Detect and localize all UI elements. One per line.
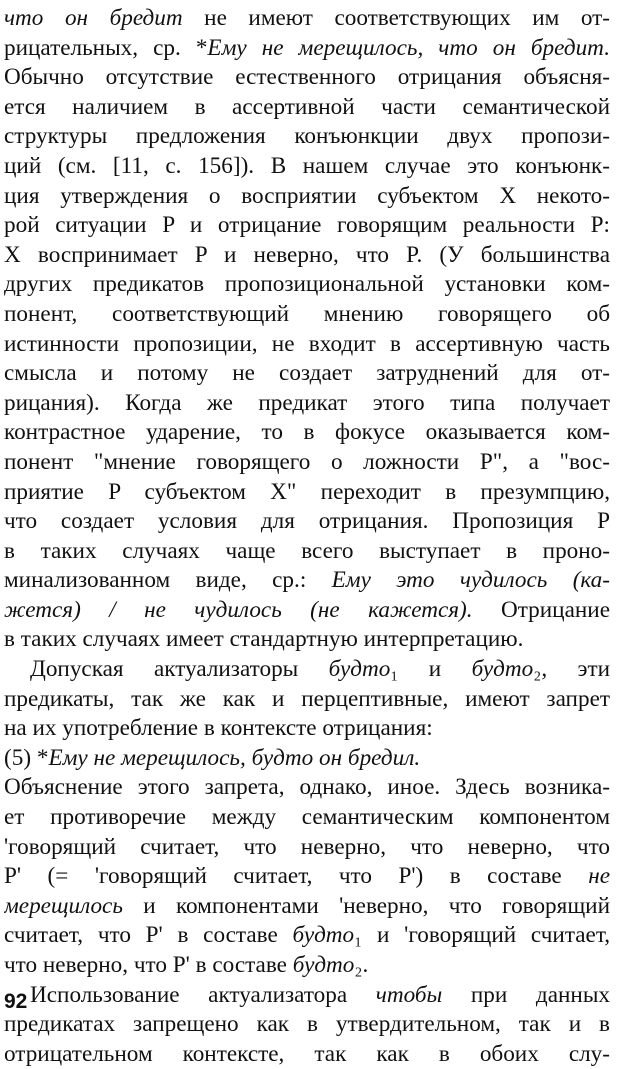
text-fragment: минализованном виде, ср.: (4, 567, 332, 594)
italic-fragment: будто (328, 656, 391, 683)
text-line (4, 389, 610, 419)
text-fragment: ция утверждения о восприятии субъектом X некото- (4, 182, 610, 209)
text-fragment: Отрицание (472, 596, 610, 623)
text-fragment: что неверно, что P' в составе (4, 952, 293, 978)
text-line (4, 418, 610, 448)
text-fragment: предикатах запрещено как в утвердительном, так и в (4, 1011, 610, 1038)
text-line (4, 122, 610, 152)
italic-fragment: что он бредит (4, 5, 183, 31)
text-line (4, 773, 610, 803)
text-line (4, 448, 610, 478)
text-line (4, 211, 610, 241)
text-line (4, 744, 610, 774)
text-fragment: других предикатов пропозициональной установки ком- (4, 271, 610, 298)
text-line (4, 4, 610, 34)
text-line (4, 981, 610, 1011)
text-line (4, 359, 610, 389)
text-line (4, 478, 610, 508)
italic-fragment: Ему это чудилось (ка- (331, 567, 610, 594)
text-line (4, 63, 610, 93)
text-fragment: ₂ (533, 656, 542, 683)
text-fragment: приятие P субъектом X" переходит в презумпцию, (4, 478, 610, 505)
text-fragment: не имеют соответствующих им от- (182, 5, 610, 31)
text-fragment: ₁ (390, 656, 399, 683)
text-fragment: на их употребление в контексте отрицания: (4, 715, 433, 742)
body-text (4, 4, 610, 1069)
text-fragment: рицательных, ср. * (4, 34, 208, 61)
italic-fragment: не (588, 863, 610, 890)
text-fragment: ₁ (354, 922, 363, 949)
italic-fragment: чтобы (375, 981, 443, 1008)
text-line (4, 803, 610, 833)
text-fragment: рицания). Когда же предикат этого типа получает (4, 389, 610, 416)
italic-fragment: жется) / не чудилось (не кажется). (4, 596, 473, 623)
page-number: 92 (4, 990, 28, 1013)
text-fragment: понент, соответствующий мнению говорящего об (4, 300, 610, 327)
text-fragment: и компонентами 'неверно, что говорящий (122, 892, 610, 919)
text-fragment: ется наличием в ассертивной части семантической (4, 93, 610, 120)
text-line (4, 270, 610, 300)
text-fragment: . (362, 952, 369, 978)
text-fragment: Обычно отсутствие естественного отрицания объясня- (4, 64, 610, 91)
text-fragment: рой ситуации P и отрицание говорящим реальности P: (4, 212, 610, 239)
text-fragment: смысла и потому не создает затруднений для от- (4, 360, 610, 387)
text-line (4, 951, 610, 981)
text-line (4, 566, 610, 596)
text-fragment: ций (см. [11, с. 156]). В нашем случае это конъюнк- (4, 152, 610, 179)
text-line (4, 300, 610, 330)
text-line (4, 330, 610, 360)
text-fragment: считает, что P' в составе (4, 922, 293, 949)
text-fragment: Объяснение этого запрета, однако, иное. Здесь возника- (4, 774, 610, 801)
text-fragment: Использование актуализатора (30, 981, 376, 1008)
text-line (4, 152, 610, 182)
text-line (4, 685, 610, 715)
text-line (4, 182, 610, 212)
text-fragment: при данных (442, 981, 610, 1008)
text-fragment: отрицательном контексте, так как в обоих слу- (4, 1040, 610, 1067)
text-line (4, 1010, 610, 1040)
text-fragment: ет противоречие между семантическим компонентом (4, 804, 610, 831)
italic-fragment: мерещилось (4, 892, 123, 919)
italic-fragment: Ему не мерещилось, что он бредит. (207, 34, 610, 61)
text-line (4, 507, 610, 537)
text-line (4, 714, 610, 744)
text-fragment: в таких случаях имеет стандартную интерпретацию. (4, 626, 524, 653)
text-line (4, 596, 610, 626)
text-fragment: Допуская актуализаторы (30, 656, 329, 683)
text-line (4, 892, 610, 922)
text-line (4, 921, 610, 951)
text-fragment: в таких случаях чаще всего выступает в проно- (4, 537, 610, 564)
text-fragment: предикаты, так же как и перцептивные, имеют запрет (4, 685, 610, 712)
text-line (4, 625, 610, 655)
text-fragment: истинности пропозиции, не входит в ассертивную часть (4, 330, 610, 357)
text-line (4, 862, 610, 892)
italic-fragment: будто (292, 922, 355, 949)
text-fragment: ₂ (354, 952, 363, 978)
text-fragment: X воспринимает P и неверно, что P. (У большинства (4, 241, 610, 268)
text-fragment: контрастное ударение, то в фокусе оказывается ком- (4, 419, 610, 446)
text-fragment: что создает условия для отрицания. Пропозиция P (4, 508, 610, 535)
text-fragment: и (398, 656, 472, 683)
text-line (4, 93, 610, 123)
text-line (4, 655, 610, 685)
text-line (4, 537, 610, 567)
text-fragment: , эти (541, 656, 610, 683)
text-fragment: и 'говорящий считает, (362, 922, 610, 949)
text-fragment: понент "мнение говорящего о ложности P", а "вос- (4, 448, 610, 475)
italic-fragment: будто (471, 656, 534, 683)
text-line (4, 241, 610, 271)
text-line (4, 34, 610, 64)
text-fragment: (5) * (4, 744, 49, 771)
text-fragment: структуры предложения конъюнкции двух пропози- (4, 123, 610, 150)
italic-fragment: будто (292, 952, 355, 978)
text-fragment: 'говорящий считает, что неверно, что неверно, что (4, 833, 610, 860)
text-line (4, 1040, 610, 1069)
text-fragment: P' (= 'говорящий считает, что P') в составе (4, 863, 589, 890)
text-line (4, 833, 610, 863)
italic-fragment: Ему не мерещилось, будто он бредил. (48, 744, 421, 771)
